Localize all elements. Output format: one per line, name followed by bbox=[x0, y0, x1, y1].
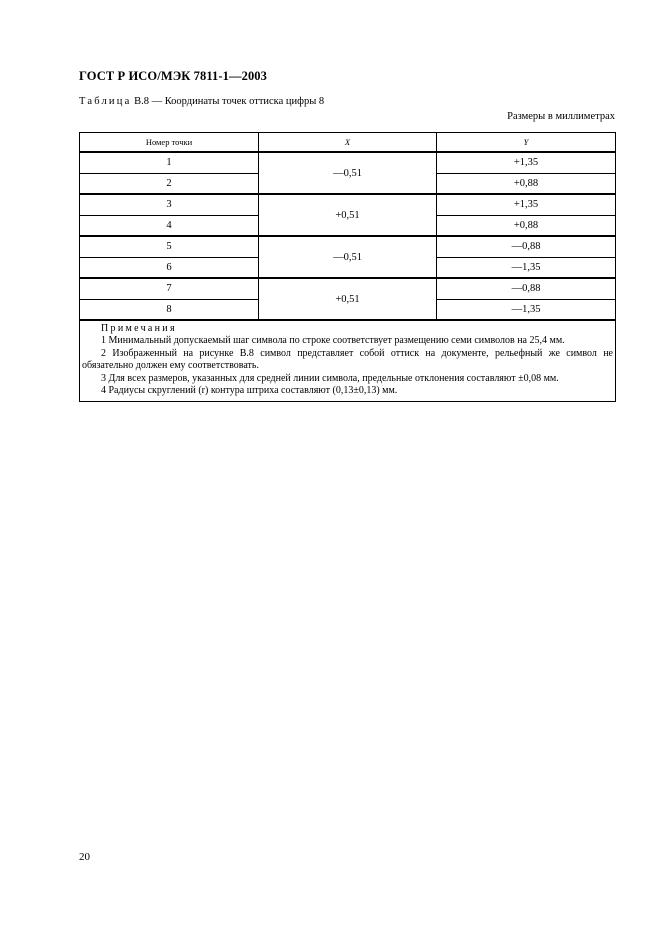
table-header-row bbox=[80, 133, 616, 153]
note-item: 2 Изображенный на рисунке В.8 символ представляет собой оттиск на документе, рельефный же символ не обязательно должен ему соответствовать. bbox=[82, 347, 613, 372]
y-value-cell: +1,35 bbox=[437, 152, 616, 173]
notes-row bbox=[80, 320, 616, 402]
column-header-y: Y bbox=[437, 133, 616, 153]
table-caption-prefix: Таблица bbox=[79, 96, 132, 107]
x-value-cell: +0,51 bbox=[259, 194, 437, 236]
table-row bbox=[80, 194, 616, 215]
point-number-cell: 6 bbox=[80, 257, 259, 278]
table-caption bbox=[79, 96, 324, 107]
y-value-cell: —0,88 bbox=[437, 236, 616, 257]
point-number-cell: 7 bbox=[80, 278, 259, 299]
y-value-cell: —0,88 bbox=[437, 278, 616, 299]
notes-title: Примечания bbox=[101, 323, 177, 334]
notes-cell bbox=[80, 320, 616, 402]
column-header-x: X bbox=[259, 133, 437, 153]
document-header: ГОСТ Р ИСО/МЭК 7811-1—2003 bbox=[79, 69, 268, 83]
x-value-cell: —0,51 bbox=[259, 236, 437, 278]
point-number-cell: 8 bbox=[80, 299, 259, 320]
note-item: 4 Радиусы скруглений (r) контура штриха составляют (0,13±0,13) мм. bbox=[101, 385, 398, 397]
table-row bbox=[80, 152, 616, 173]
point-number-cell: 5 bbox=[80, 236, 259, 257]
point-number-cell: 1 bbox=[80, 152, 259, 173]
point-number-cell: 2 bbox=[80, 173, 259, 194]
table-row bbox=[80, 278, 616, 299]
coordinates-table bbox=[79, 132, 616, 402]
x-value-cell: +0,51 bbox=[259, 278, 437, 320]
point-number-cell: 4 bbox=[80, 215, 259, 236]
column-header-point: Номер точки bbox=[80, 133, 259, 153]
note-item: 3 Для всех размеров, указанных для средней линии символа, предельные отклонения составляют ±0,08 мм. bbox=[101, 372, 559, 384]
units-note: Размеры в миллиметрах bbox=[507, 111, 615, 122]
page-number: 20 bbox=[79, 851, 90, 863]
y-value-cell: +0,88 bbox=[437, 173, 616, 194]
y-value-cell: +0,88 bbox=[437, 215, 616, 236]
point-number-cell: 3 bbox=[80, 194, 259, 215]
y-value-cell: +1,35 bbox=[437, 194, 616, 215]
x-value-cell: —0,51 bbox=[259, 152, 437, 194]
note-item: 1 Минимальный допускаемый шаг символа по строке соответствует размещению семи символов на 25,4 мм. bbox=[101, 335, 565, 347]
y-value-cell: —1,35 bbox=[437, 257, 616, 278]
table-caption-title: В.8 — Координаты точек оттиска цифры 8 bbox=[131, 96, 325, 107]
y-value-cell: —1,35 bbox=[437, 299, 616, 320]
table-row bbox=[80, 236, 616, 257]
